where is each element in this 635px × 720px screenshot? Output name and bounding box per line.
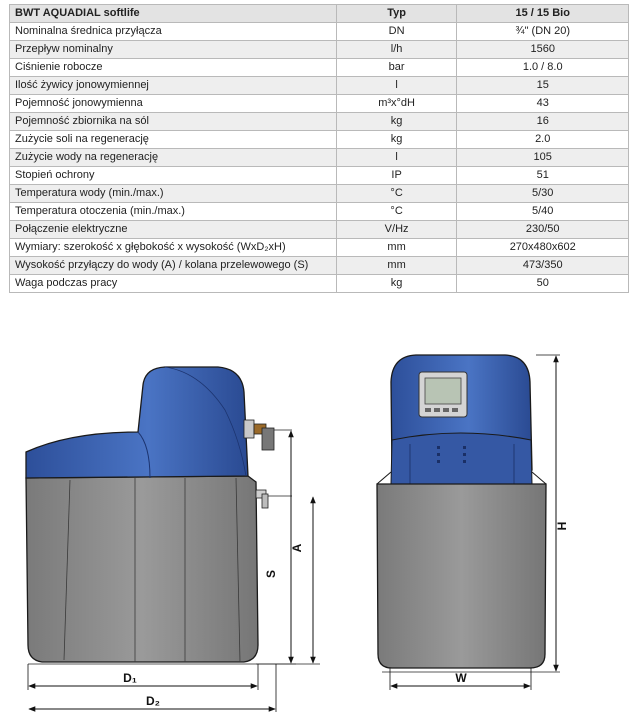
value-cell: 1560 <box>457 41 629 59</box>
param-cell: Połączenie elektryczne <box>10 221 337 239</box>
table-body <box>10 23 629 293</box>
unit-cell: l <box>336 149 457 167</box>
value-cell: 43 <box>457 95 629 113</box>
unit-cell: kg <box>336 275 457 293</box>
param-cell: Wysokość przyłączy do wody (A) / kolana przelewowego (S) <box>10 257 337 275</box>
unit-cell: IP <box>336 167 457 185</box>
spec-table <box>9 4 629 293</box>
control-display-panel <box>419 372 467 417</box>
dimension-d1-label: D₁ <box>123 671 137 685</box>
front-body-gray <box>377 484 546 668</box>
side-inlet-fitting <box>244 420 292 450</box>
unit-cell: kg <box>336 113 457 131</box>
dimension-w <box>390 668 531 690</box>
dimension-d2 <box>29 664 276 712</box>
dimension-a <box>290 431 304 663</box>
front-view-drawing <box>377 355 569 690</box>
value-cell: 50 <box>457 275 629 293</box>
param-cell: Temperatura otoczenia (min./max.) <box>10 203 337 221</box>
param-cell: Zużycie soli na regenerację <box>10 131 337 149</box>
unit-cell: kg <box>336 131 457 149</box>
table-row <box>10 59 629 77</box>
unit-cell: DN <box>336 23 457 41</box>
dimension-w-label: W <box>455 671 467 685</box>
table-row <box>10 275 629 293</box>
dimension-d2-label: D₂ <box>146 694 160 708</box>
dimension-d1 <box>28 664 258 690</box>
value-cell: 473/350 <box>457 257 629 275</box>
value-cell: 230/50 <box>457 221 629 239</box>
param-cell: Waga podczas pracy <box>10 275 337 293</box>
param-cell: Nominalna średnica przyłącza <box>10 23 337 41</box>
side-view-drawing <box>26 367 320 712</box>
table-row <box>10 131 629 149</box>
unit-cell: °C <box>336 185 457 203</box>
value-cell: 2.0 <box>457 131 629 149</box>
table-row <box>10 239 629 257</box>
technical-drawings <box>0 340 635 720</box>
table-header-row <box>10 5 629 23</box>
param-cell: Pojemność jonowymienna <box>10 95 337 113</box>
table-row <box>10 203 629 221</box>
table-row <box>10 95 629 113</box>
value-cell: 5/40 <box>457 203 629 221</box>
table-row <box>10 167 629 185</box>
value-cell: 51 <box>457 167 629 185</box>
param-cell: Stopień ochrony <box>10 167 337 185</box>
side-body-gray <box>26 476 258 662</box>
param-cell: Zużycie wody na regenerację <box>10 149 337 167</box>
param-cell: Ilość żywicy jonowymiennej <box>10 77 337 95</box>
table-row <box>10 221 629 239</box>
param-cell: Wymiary: szerokość x głębokość x wysokość (WxD₂xH) <box>10 239 337 257</box>
dimension-h-label: H <box>555 521 569 531</box>
header-product-name: BWT AQUADIAL softlife <box>10 5 337 23</box>
param-cell: Ciśnienie robocze <box>10 59 337 77</box>
value-cell: ¾" (DN 20) <box>457 23 629 41</box>
table-row <box>10 41 629 59</box>
side-head-blue <box>26 367 248 478</box>
param-cell: Przepływ nominalny <box>10 41 337 59</box>
value-cell: 16 <box>457 113 629 131</box>
value-cell: 15 <box>457 77 629 95</box>
unit-cell: l <box>336 77 457 95</box>
unit-cell: l/h <box>336 41 457 59</box>
value-cell: 105 <box>457 149 629 167</box>
unit-cell: bar <box>336 59 457 77</box>
value-cell: 270x480x602 <box>457 239 629 257</box>
unit-cell: mm <box>336 257 457 275</box>
param-cell: Pojemność zbiornika na sól <box>10 113 337 131</box>
dimension-s <box>264 497 313 663</box>
unit-cell: m³x°dH <box>336 95 457 113</box>
table-row <box>10 113 629 131</box>
value-cell: 5/30 <box>457 185 629 203</box>
table-row <box>10 149 629 167</box>
unit-cell: mm <box>336 239 457 257</box>
dimension-a-label: A <box>290 543 304 553</box>
table-row <box>10 257 629 275</box>
value-cell: 1.0 / 8.0 <box>457 59 629 77</box>
header-model-value: 15 / 15 Bio <box>457 5 629 23</box>
unit-cell: °C <box>336 203 457 221</box>
header-unit: Typ <box>336 5 457 23</box>
unit-cell: V/Hz <box>336 221 457 239</box>
table-row <box>10 23 629 41</box>
table-row <box>10 77 629 95</box>
dimension-s-label: S <box>264 569 278 579</box>
param-cell: Temperatura wody (min./max.) <box>10 185 337 203</box>
table-row <box>10 185 629 203</box>
side-overflow-elbow <box>256 490 292 508</box>
